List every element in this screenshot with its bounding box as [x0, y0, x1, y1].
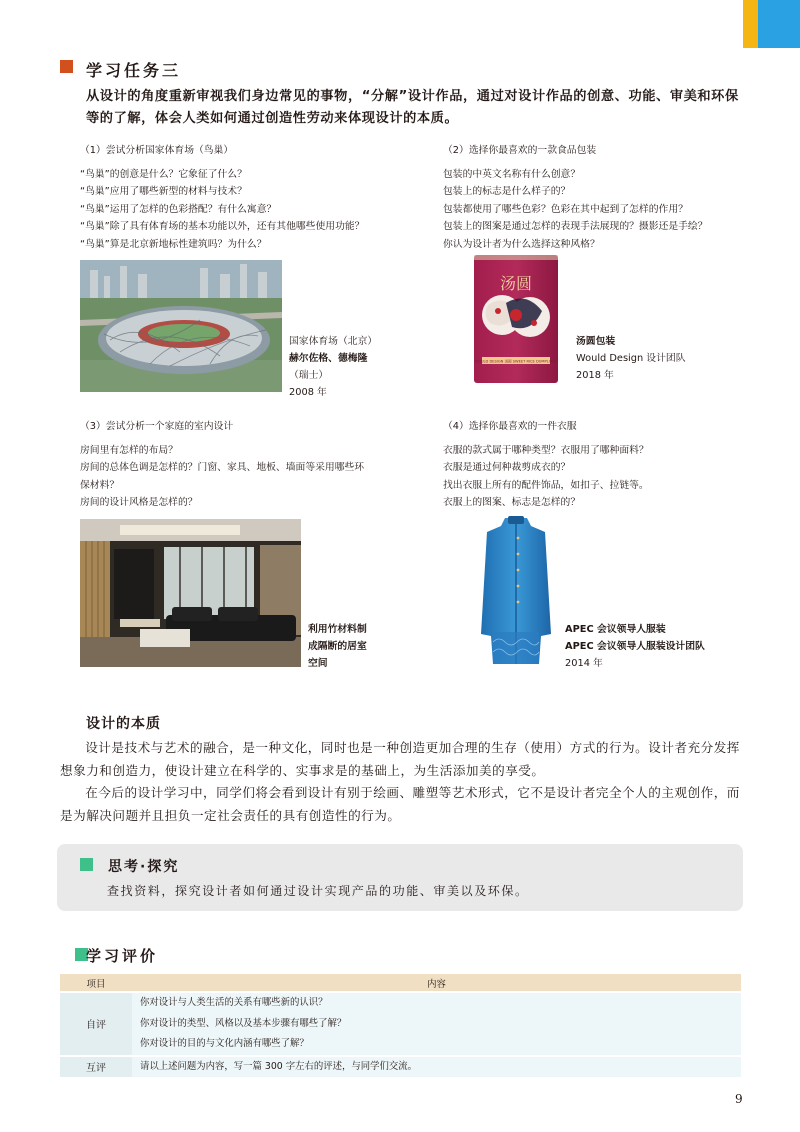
question-line: 衣服是通过何种裁剪成衣的？	[443, 462, 571, 474]
question-2-list	[443, 166, 743, 253]
task-intro: 从设计的角度重新审视我们身边常见的事物，“分解”设计作品，通过对设计作品的创意、功能、审美和环保等的了解，体会人类如何通过创造性劳动来体现设计的本质。	[86, 89, 739, 126]
question-line: 衣服的款式属于哪种类型？衣服用了哪种面料？	[443, 445, 649, 456]
question-3-title: （3）尝试分析一个家庭的室内设计	[80, 421, 234, 432]
question-line: “鸟巢”除了具有体育场的基本功能以外，还有其他哪些使用功能？	[80, 221, 365, 233]
caption-line: （瑞士）	[289, 370, 329, 381]
table-row	[60, 1056, 741, 1078]
question-3	[80, 420, 420, 512]
question-line: “鸟巢”算是北京新地标性建筑吗？为什么？	[80, 238, 267, 250]
question-line: 房间里有怎样的布局？	[80, 445, 178, 456]
header-item: 项目	[60, 974, 132, 992]
question-line: “鸟巢”运用了怎样的色彩搭配？有什么寓意？	[80, 203, 277, 215]
corner-tab-blue	[758, 0, 800, 48]
caption-line: 2014 年	[565, 658, 603, 669]
self-eval-item: 你对设计的类型、风格以及基本步骤有哪些了解？	[132, 1014, 741, 1035]
page-number: 9	[735, 1092, 743, 1106]
evaluation-table	[60, 974, 741, 1077]
question-line: 衣服上的图案、标志是怎样的？	[443, 497, 581, 509]
caption-line: 利用竹材料制	[308, 624, 367, 635]
question-line: 房间的总体色调是怎样的？门窗、家具、地板、墙面等采用哪些环	[80, 462, 365, 474]
self-eval-label: 自评	[60, 992, 132, 1056]
task-heading: 学习任务三	[86, 61, 182, 80]
question-1	[80, 144, 420, 253]
table-row	[60, 992, 741, 1014]
interior-caption	[308, 621, 367, 672]
caption-line: APEC 会议领导人服装设计团队	[565, 641, 705, 652]
peer-eval-label: 互评	[60, 1056, 132, 1078]
question-line: “鸟巢”应用了哪些新型的材料与技术？	[80, 186, 247, 198]
think-body: 查找资料，探究设计者如何通过设计实现产品的功能、审美以及环保。	[107, 884, 529, 898]
question-line: 你认为设计者为什么选择这种风格？	[443, 238, 600, 250]
question-4	[443, 420, 743, 512]
table-header-row	[60, 974, 741, 992]
dumpling-caption	[576, 333, 686, 384]
think-title: 思考·探究	[108, 859, 180, 875]
peer-eval-item: 请以上述问题为内容，写一篇 300 字左右的评述，与同学们交流。	[132, 1056, 741, 1078]
self-eval-item: 你对设计的目的与文化内涵有哪些了解？	[132, 1034, 741, 1056]
think-square	[80, 858, 93, 871]
table-row	[60, 1034, 741, 1056]
question-4-title: （4）选择你最喜欢的一件衣服	[443, 421, 577, 432]
question-2-title: （2）选择你最喜欢的一款食品包装	[443, 145, 597, 156]
package-brand: 汤圆	[499, 274, 533, 293]
birds-nest-photo	[80, 260, 282, 392]
table-row	[60, 1014, 741, 1035]
question-line: 房间的设计风格是怎样的？	[80, 497, 198, 509]
think-explore-box	[57, 844, 743, 911]
dumpling-package-photo	[472, 253, 560, 385]
caption-line: 汤圆包装	[576, 336, 616, 347]
question-line: “鸟巢”的创意是什么？它象征了什么？	[80, 169, 247, 180]
header-content: 内容	[132, 974, 741, 992]
question-line: 包装上的标志是什么样子的？	[443, 186, 571, 198]
caption-line: 赫尔佐格、德梅隆	[289, 353, 368, 364]
apec-jacket-photo	[479, 514, 553, 666]
caption-line: 国家体育场（北京）	[289, 336, 378, 347]
corner-tab-yellow	[743, 0, 758, 48]
task-heading-square	[60, 60, 73, 73]
question-line: 找出衣服上所有的配件饰品，如扣子、拉链等。	[443, 479, 649, 491]
package-strip-text: WOULD DESIGN 汤圆 SWEET RICE DUMPLINGS	[474, 359, 558, 364]
caption-line: 2018 年	[576, 370, 614, 381]
question-3-list	[80, 442, 420, 512]
question-2	[443, 144, 743, 253]
question-1-title: （1）尝试分析国家体育场（鸟巢）	[80, 145, 234, 156]
interior-photo	[80, 519, 301, 667]
evaluation-heading: 学习评价	[86, 947, 159, 965]
question-1-list	[80, 166, 420, 253]
caption-line: 空间	[308, 658, 328, 669]
caption-line: 2008 年	[289, 387, 327, 398]
question-4-list	[443, 442, 743, 512]
birds-nest-caption	[289, 333, 377, 401]
self-eval-item: 你对设计与人类生活的关系有哪些新的认识？	[132, 992, 741, 1014]
question-line: 包装都使用了哪些色彩？色彩在其中起到了怎样的作用？	[443, 203, 688, 215]
question-line: 保材料？	[80, 479, 120, 491]
essence-paragraph-1: 设计是技术与艺术的融合，是一种文化，同时也是一种创造更加合理的生存（使用）方式的行为。设计者充分发挥想象力和创造力，使设计建立在科学的、实事求是的基础上，为生活添加美的享受。	[60, 740, 740, 778]
essence-heading: 设计的本质	[86, 716, 161, 732]
caption-line: Would Design 设计团队	[576, 353, 686, 364]
apec-caption	[565, 621, 705, 672]
essence-paragraph-2: 在今后的设计学习中，同学们将会看到设计有别于绘画、雕塑等艺术形式，它不是设计者完全个人的主观创作，而是为解决问题并且担负一定社会责任的具有创造性的行为。	[60, 785, 740, 823]
caption-line: APEC 会议领导人服装	[565, 624, 666, 635]
question-line: 包装的中英文名称有什么创意？	[443, 169, 581, 180]
question-line: 包装上的图案是通过怎样的表现手法展现的？摄影还是手绘？	[443, 221, 708, 233]
caption-line: 成隔断的居室	[308, 641, 367, 652]
